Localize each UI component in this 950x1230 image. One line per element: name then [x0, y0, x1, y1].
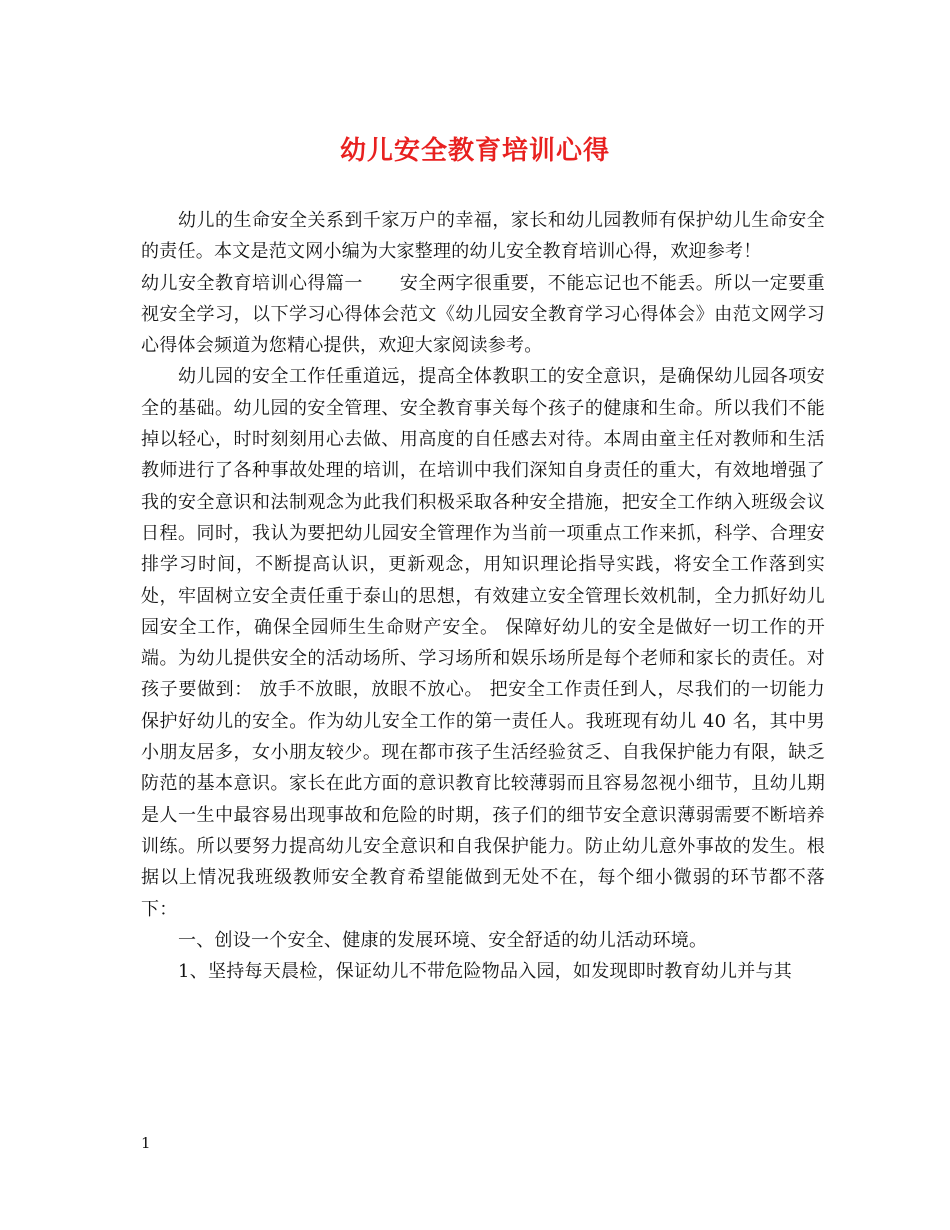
page-number: 1: [141, 1134, 151, 1152]
document-body: [141, 205, 825, 987]
paragraph-main: 幼儿园的安全工作任重道远，提高全体教职工的安全意识，是确保幼儿园各项安全的基础。幼儿园的安全管理、安全教育事关每个孩子的健康和生命。所以我们不能掉以轻心，时时刻刻用心去做、用高度的自任感去对待。本周由童主任对教师和生活教师进行了各种事故处理的培训，在培训中我们深知自身责任的重大，有效地增强了我的安全意识和法制观念为此我们积极采取各种安全措施，把安全工作纳入班级会议日程。同时，我认为要把幼儿园安全管理作为当前一项重点工作来抓，科学、合理安排学习时间，不断提高认识，更新观念，用知识理论指导实践，将安全工作落到实处，牢固树立安全责任重于泰山的思想，有效建立安全管理长效机制，全力抓好幼儿园安全工作，确保全园师生生命财产安全。 保障好幼儿的安全是做好一切工作的开端。为幼儿提供安全的活动场所、学习场所和娱乐场所是每个老师和家长的责任。对孩子要做到： 放手不放眼，放眼不放心。 把安全工作责任到人，尽我们的一切能力保护好幼儿的安全。作为幼儿安全工作的第一责任人。我班现有幼儿 40 名，其中男小朋友居多，女小朋友较少。现在都市孩子生活经验贫乏、自我保护能力有限，缺乏防范的基本意识。家长在此方面的意识教育比较薄弱而且容易忽视小细节，且幼儿期是人一生中最容易出现事故和危险的时期，孩子们的细节安全意识薄弱需要不断培养训练。所以要努力提高幼儿安全意识和自我保护能力。防止幼儿意外事故的发生。根据以上情况我班级教师安全教育希望能做到无处不在，每个细小微弱的环节都不落下：: [141, 366, 825, 920]
paragraph-list-item: 1、坚持每天晨检，保证幼儿不带危险物品入园，如发现即时教育幼儿并与其: [178, 961, 792, 983]
paragraph-article-one: 幼儿安全教育培训心得篇一 安全两字很重要，不能忘记也不能丢。所以一定要重视安全学习，以下学习心得体会范文《幼儿园安全教育学习心得体会》由范文网学习心得体会频道为您精心提供，欢迎大家阅读参考。: [141, 272, 825, 357]
paragraph-section-heading: 一、创设一个安全、健康的发展环境、安全舒适的幼儿活动环境。: [178, 929, 708, 951]
document-title: 幼儿安全教育培训心得: [339, 136, 610, 166]
paragraph-intro: 幼儿的生命安全关系到千家万户的幸福，家长和幼儿园教师有保护幼儿生命安全的责任。本文是范文网小编为大家整理的幼儿安全教育培训心得，欢迎参考！: [141, 210, 825, 263]
